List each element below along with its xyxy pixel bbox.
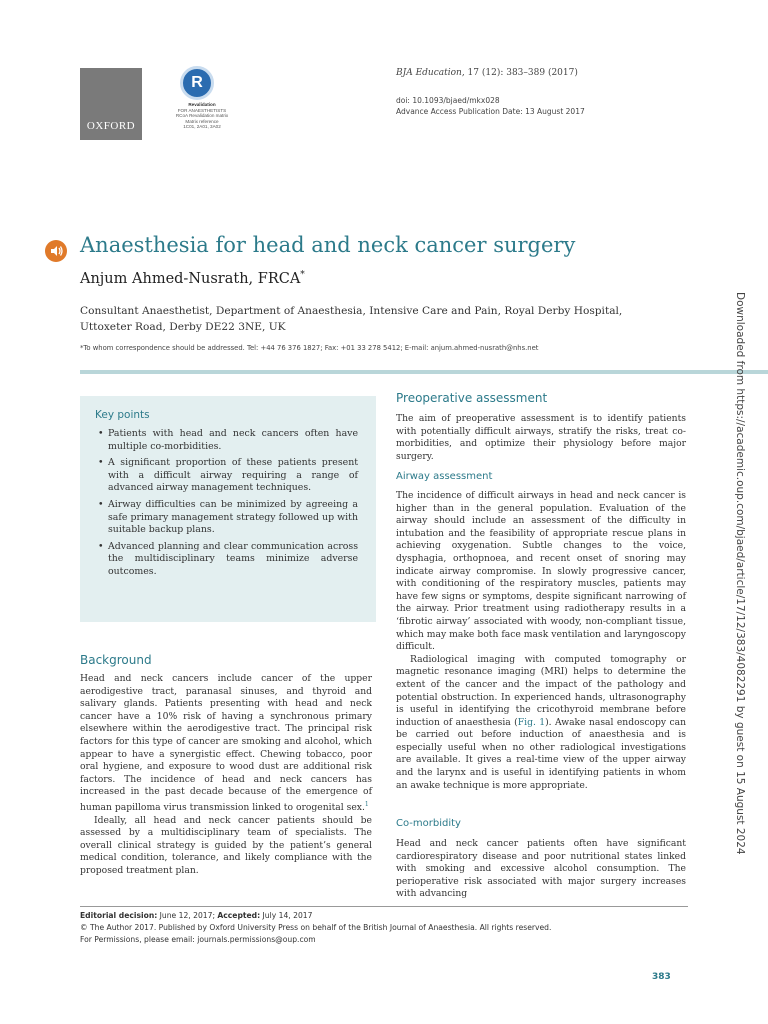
key-points-title: Key points xyxy=(95,409,150,421)
background-paragraph-1: Head and neck cancers include cancer of the upper aerodigestive tract, paranasal sinuses, and thyroid and salivary glands. Patients presenting with head and neck cancer have a 10% risk of having a synchronous primary elsewhere within the aerodigestive tract. The principal risk factors for this type of cancer are smoking and alcohol, which appear to have a synergistic effect. Chewing tobacco, poor oral hygiene, and exposure to wood dust are additional risk factors. The incidence of head and neck cancers has increased in the past decade because of the emergence of human papilloma virus transmission linked to orogenital sex.$^1$ xyxy=(80,673,372,813)
key-point-item: • Patients with head and neck cancers often have multiple co-morbidities. xyxy=(96,428,358,453)
copyright-note: © The Author 2017. Published by Oxford University Press on behalf of the British Journal of Anaesthesia. All rights reserved. xyxy=(80,923,552,932)
permissions-note: For Permissions, please email: journals.permissions@oup.com xyxy=(80,935,316,944)
revalidation-text: Revalidation FOR ANAESTHETISTS RCoA Revalidation matrix Matrix reference 1C01, 2A01, 3A02 xyxy=(175,102,229,130)
editorial-dates: Editorial decision: June 12, 2017; Accepted: July 14, 2017 xyxy=(80,911,313,920)
reference-1-link[interactable]: 1 xyxy=(364,800,369,808)
advance-access-date: Advance Access Publication Date: 13 August 2017 xyxy=(396,107,585,116)
comorbidity-paragraph: Head and neck cancer patients often have significant cardiorespiratory disease and poor nutritional states linked with smoking and excessive alcohol consumption. The perioperative risk associated with major surgery increases with advancing xyxy=(396,838,686,900)
audio-icon[interactable] xyxy=(45,240,67,262)
revalidation-r-icon: R xyxy=(180,66,214,100)
journal-citation: BJA Education, 17 (12): 383–389 (2017) xyxy=(396,68,578,78)
oxford-logo-text: OXFORD xyxy=(86,120,136,132)
background-paragraph-2: Ideally, all head and neck cancer patients should be assessed by a multidisciplinary team of specialists. The overall clinical strategy is guided by the patient’s general medical condition, tolerance, and likely compliance with the proposed treatment plan. xyxy=(80,814,372,876)
oxford-logo xyxy=(80,68,142,140)
preoperative-section xyxy=(396,413,686,463)
airway-section xyxy=(396,490,686,792)
doi[interactable]: doi: 10.1093/bjaed/mkx028 xyxy=(396,96,500,105)
preoperative-heading: Preoperative assessment xyxy=(396,391,548,405)
key-point-item: • Advanced planning and clear communication across the multidisciplinary teams minimize adverse outcomes. xyxy=(96,541,358,579)
comorbidity-heading: Co-morbidity xyxy=(396,818,461,829)
airway-heading: Airway assessment xyxy=(396,471,493,482)
article-title: Anaesthesia for head and neck cancer surgery xyxy=(80,233,576,257)
author-name: Anjum Ahmed-Nusrath, FRCA* xyxy=(80,270,305,287)
author-affiliation: Consultant Anaesthetist, Department of Anaesthesia, Intensive Care and Pain, Royal Derby Hospital, Uttoxeter Road, Derby DE22 3NE, UK xyxy=(80,305,623,333)
background-section xyxy=(80,673,372,878)
background-heading: Background xyxy=(80,653,152,667)
comorbidity-section xyxy=(396,838,686,901)
footer-divider xyxy=(80,906,688,907)
page-number: 383 xyxy=(652,972,671,982)
revalidation-badge xyxy=(172,66,228,150)
figure-1-link[interactable]: Fig. 1 xyxy=(517,716,546,728)
key-point-item: • Airway difficulties can be minimized by agreeing a safe primary management strategy followed up with suitable backup plans. xyxy=(96,499,358,537)
airway-paragraph-2: Radiological imaging with computed tomography or magnetic resonance imaging (MRI) helps to determine the extent of the cancer and the impact of the pathology and potential obstruction. In experienced hands, ultrasonography is useful in identifying the cricothyroid membrane before induction of anaesthesia (Fig. 1). Awake nasal endoscopy can be carried out before induction of anaesthesia and is especially useful when no other radiological investigations are available. It gives a real-time view of the upper airway and the larynx and is useful in identifying patients in whom an awake technique is more appropriate. xyxy=(396,653,686,791)
key-points-list xyxy=(96,428,358,583)
download-side-note: Downloaded from https://academic.oup.com/bjaed/article/17/12/383/4082291 by guest on 15 August 2024 xyxy=(734,292,746,855)
key-point-item: • A significant proportion of these patients present with a difficult airway requiring a range of advanced airway management techniques. xyxy=(96,457,358,495)
correspondence-note: *To whom correspondence should be addressed. Tel: +44 76 376 1827; Fax: +01 33 278 5412; E-mail: anjum.ahmed-nusrath@nhs.net xyxy=(80,344,539,352)
preoperative-paragraph: The aim of preoperative assessment is to identify patients with potentially difficult airways, stratify the risks, treat co-morbidities, and optimize their physiology before major surgery. xyxy=(396,413,686,462)
airway-paragraph-1: The incidence of difficult airways in head and neck cancer is higher than in the general population. Evaluation of the airway should include an assessment of the difficulty in intubation and the feasibility of appropriate rescue plans in achieving oxygenation. Subtle changes to the voice, dysphagia, orthopnoea, and recent onset of snoring may indicate airway compromise. In slowly progressive cancer, with conditioning of the respiratory muscles, patients may have few signs or symptoms, despite significant narrowing of the airway. Prior treatment using radiotherapy results in a ‘fibrotic airway’ associated with woody, non-compliant tissue, which may make both face mask ventilation and laryngoscopy difficult. xyxy=(396,490,686,653)
header-divider xyxy=(80,370,768,374)
